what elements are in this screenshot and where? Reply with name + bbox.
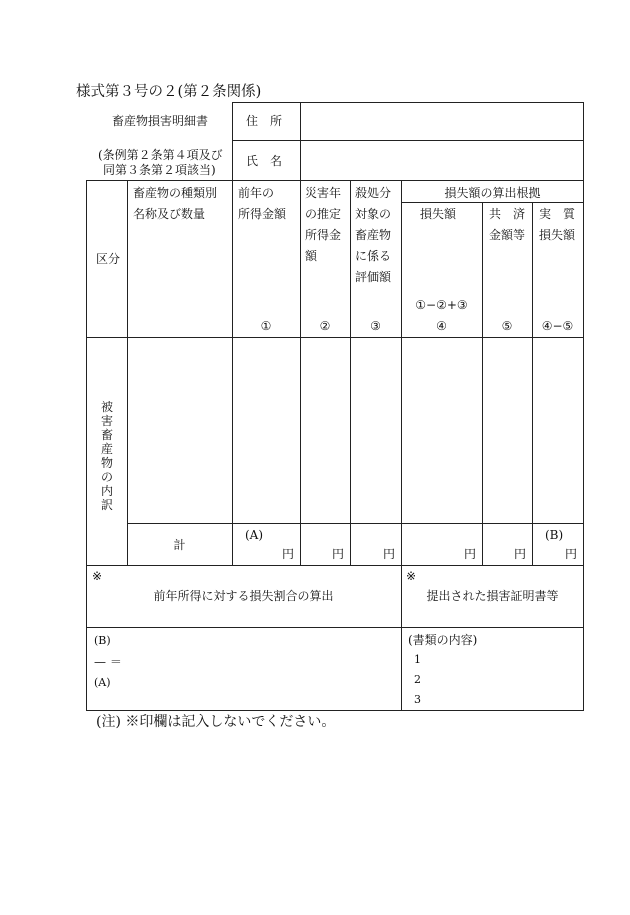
ratio-numerator: (B): [94, 634, 111, 647]
num-5: ⑤: [501, 319, 513, 333]
address-label: 住 所: [246, 114, 283, 128]
total-row-top-border: [127, 523, 584, 524]
col-est-income-line3: 所得金: [305, 228, 342, 242]
applicant-label-divider: [300, 102, 301, 180]
col-species-line2: 名称及び数量: [133, 207, 206, 221]
table-top-border: [232, 102, 584, 103]
col-mutual-line1: 共 済: [489, 207, 526, 221]
col-eval-divider: [401, 180, 402, 710]
header-bottom-border: [86, 337, 584, 338]
reference-line-2: 同第３条第２項該当): [103, 163, 216, 177]
col-est-income-line1: 災害年: [305, 186, 342, 200]
address-row-border: [232, 140, 584, 141]
reference-line-1: (条例第２条第４項及び: [98, 148, 223, 162]
lower-section-divider: [86, 627, 584, 628]
yen-eval: 円: [382, 547, 395, 561]
col-species-divider: [232, 180, 233, 565]
name-label: 氏 名: [246, 154, 283, 168]
doc-item-2: 2: [414, 673, 421, 686]
col-est-income-line2: の推定: [305, 207, 342, 221]
mark-b: (B): [545, 528, 564, 542]
col-actual-line1: 実 質: [539, 207, 576, 221]
doc-contents-label: (書類の内容): [408, 633, 478, 647]
footer-note: (注) ※印欄は記入しないでください。: [96, 714, 336, 730]
num-4-minus-5: ④−⑤: [541, 319, 574, 333]
col-kubun-divider: [127, 180, 128, 565]
col-loss-label: 損失額: [420, 207, 457, 221]
col-mutual-line2: 金額等: [489, 228, 526, 242]
calc-basis-header: 損失額の算出根拠: [444, 186, 541, 200]
yen-prev-income: 円: [281, 547, 294, 561]
table-left-border: [86, 180, 87, 710]
table-body-bottom-border: [86, 565, 584, 566]
asterisk-left: ※: [92, 569, 103, 583]
col-eval-line2: 対象の: [355, 207, 392, 221]
col-est-income-line4: 額: [305, 249, 318, 263]
col-est-income-divider: [350, 180, 351, 565]
col-species-line1: 畜産物の種類別: [133, 186, 218, 200]
total-label: 計: [173, 538, 186, 552]
col-prev-income-line2: 所得金額: [238, 207, 287, 221]
ratio-line: — ＝: [94, 655, 122, 669]
mark-a: (A): [245, 528, 264, 542]
loss-ratio-title: 前年所得に対する損失割合の算出: [153, 589, 334, 603]
header-top-border: [86, 180, 584, 181]
num-2: ②: [319, 319, 331, 333]
doc-item-3: 3: [414, 693, 421, 706]
doc-item-1: 1: [414, 653, 421, 666]
yen-loss: 円: [463, 547, 476, 561]
damaged-items-label: 被害畜産物の内訳: [100, 400, 113, 512]
col-prev-income-divider: [300, 180, 301, 565]
col-eval-line1: 殺処分: [355, 186, 392, 200]
ratio-denominator: (A): [94, 676, 111, 689]
yen-mutual: 円: [513, 547, 526, 561]
col-eval-line5: 評価額: [355, 270, 392, 284]
form-title: 様式第３号の２(第２条関係): [76, 84, 262, 100]
loss-formula: ①−②+③: [415, 298, 468, 312]
num-4: ④: [436, 319, 447, 333]
col-loss-divider: [482, 202, 483, 565]
num-3: ③: [370, 319, 381, 333]
col-mutual-divider: [532, 202, 533, 565]
cert-title: 提出された損害証明書等: [426, 589, 559, 603]
table-bottom-border: [86, 710, 584, 711]
col-prev-income-line1: 前年の: [238, 186, 275, 200]
col-eval-line4: に係る: [355, 249, 392, 263]
yen-actual: 円: [564, 547, 577, 561]
num-1: ①: [260, 319, 272, 333]
col-kubun-label: 区分: [96, 252, 121, 266]
asterisk-right: ※: [406, 569, 417, 583]
doc-name: 畜産物損害明細書: [112, 114, 209, 128]
applicant-left-border: [232, 102, 233, 180]
yen-est-income: 円: [331, 547, 344, 561]
col-actual-line2: 損失額: [539, 228, 576, 242]
calc-basis-underline: [401, 202, 584, 203]
col-eval-line3: 畜産物: [355, 228, 392, 242]
